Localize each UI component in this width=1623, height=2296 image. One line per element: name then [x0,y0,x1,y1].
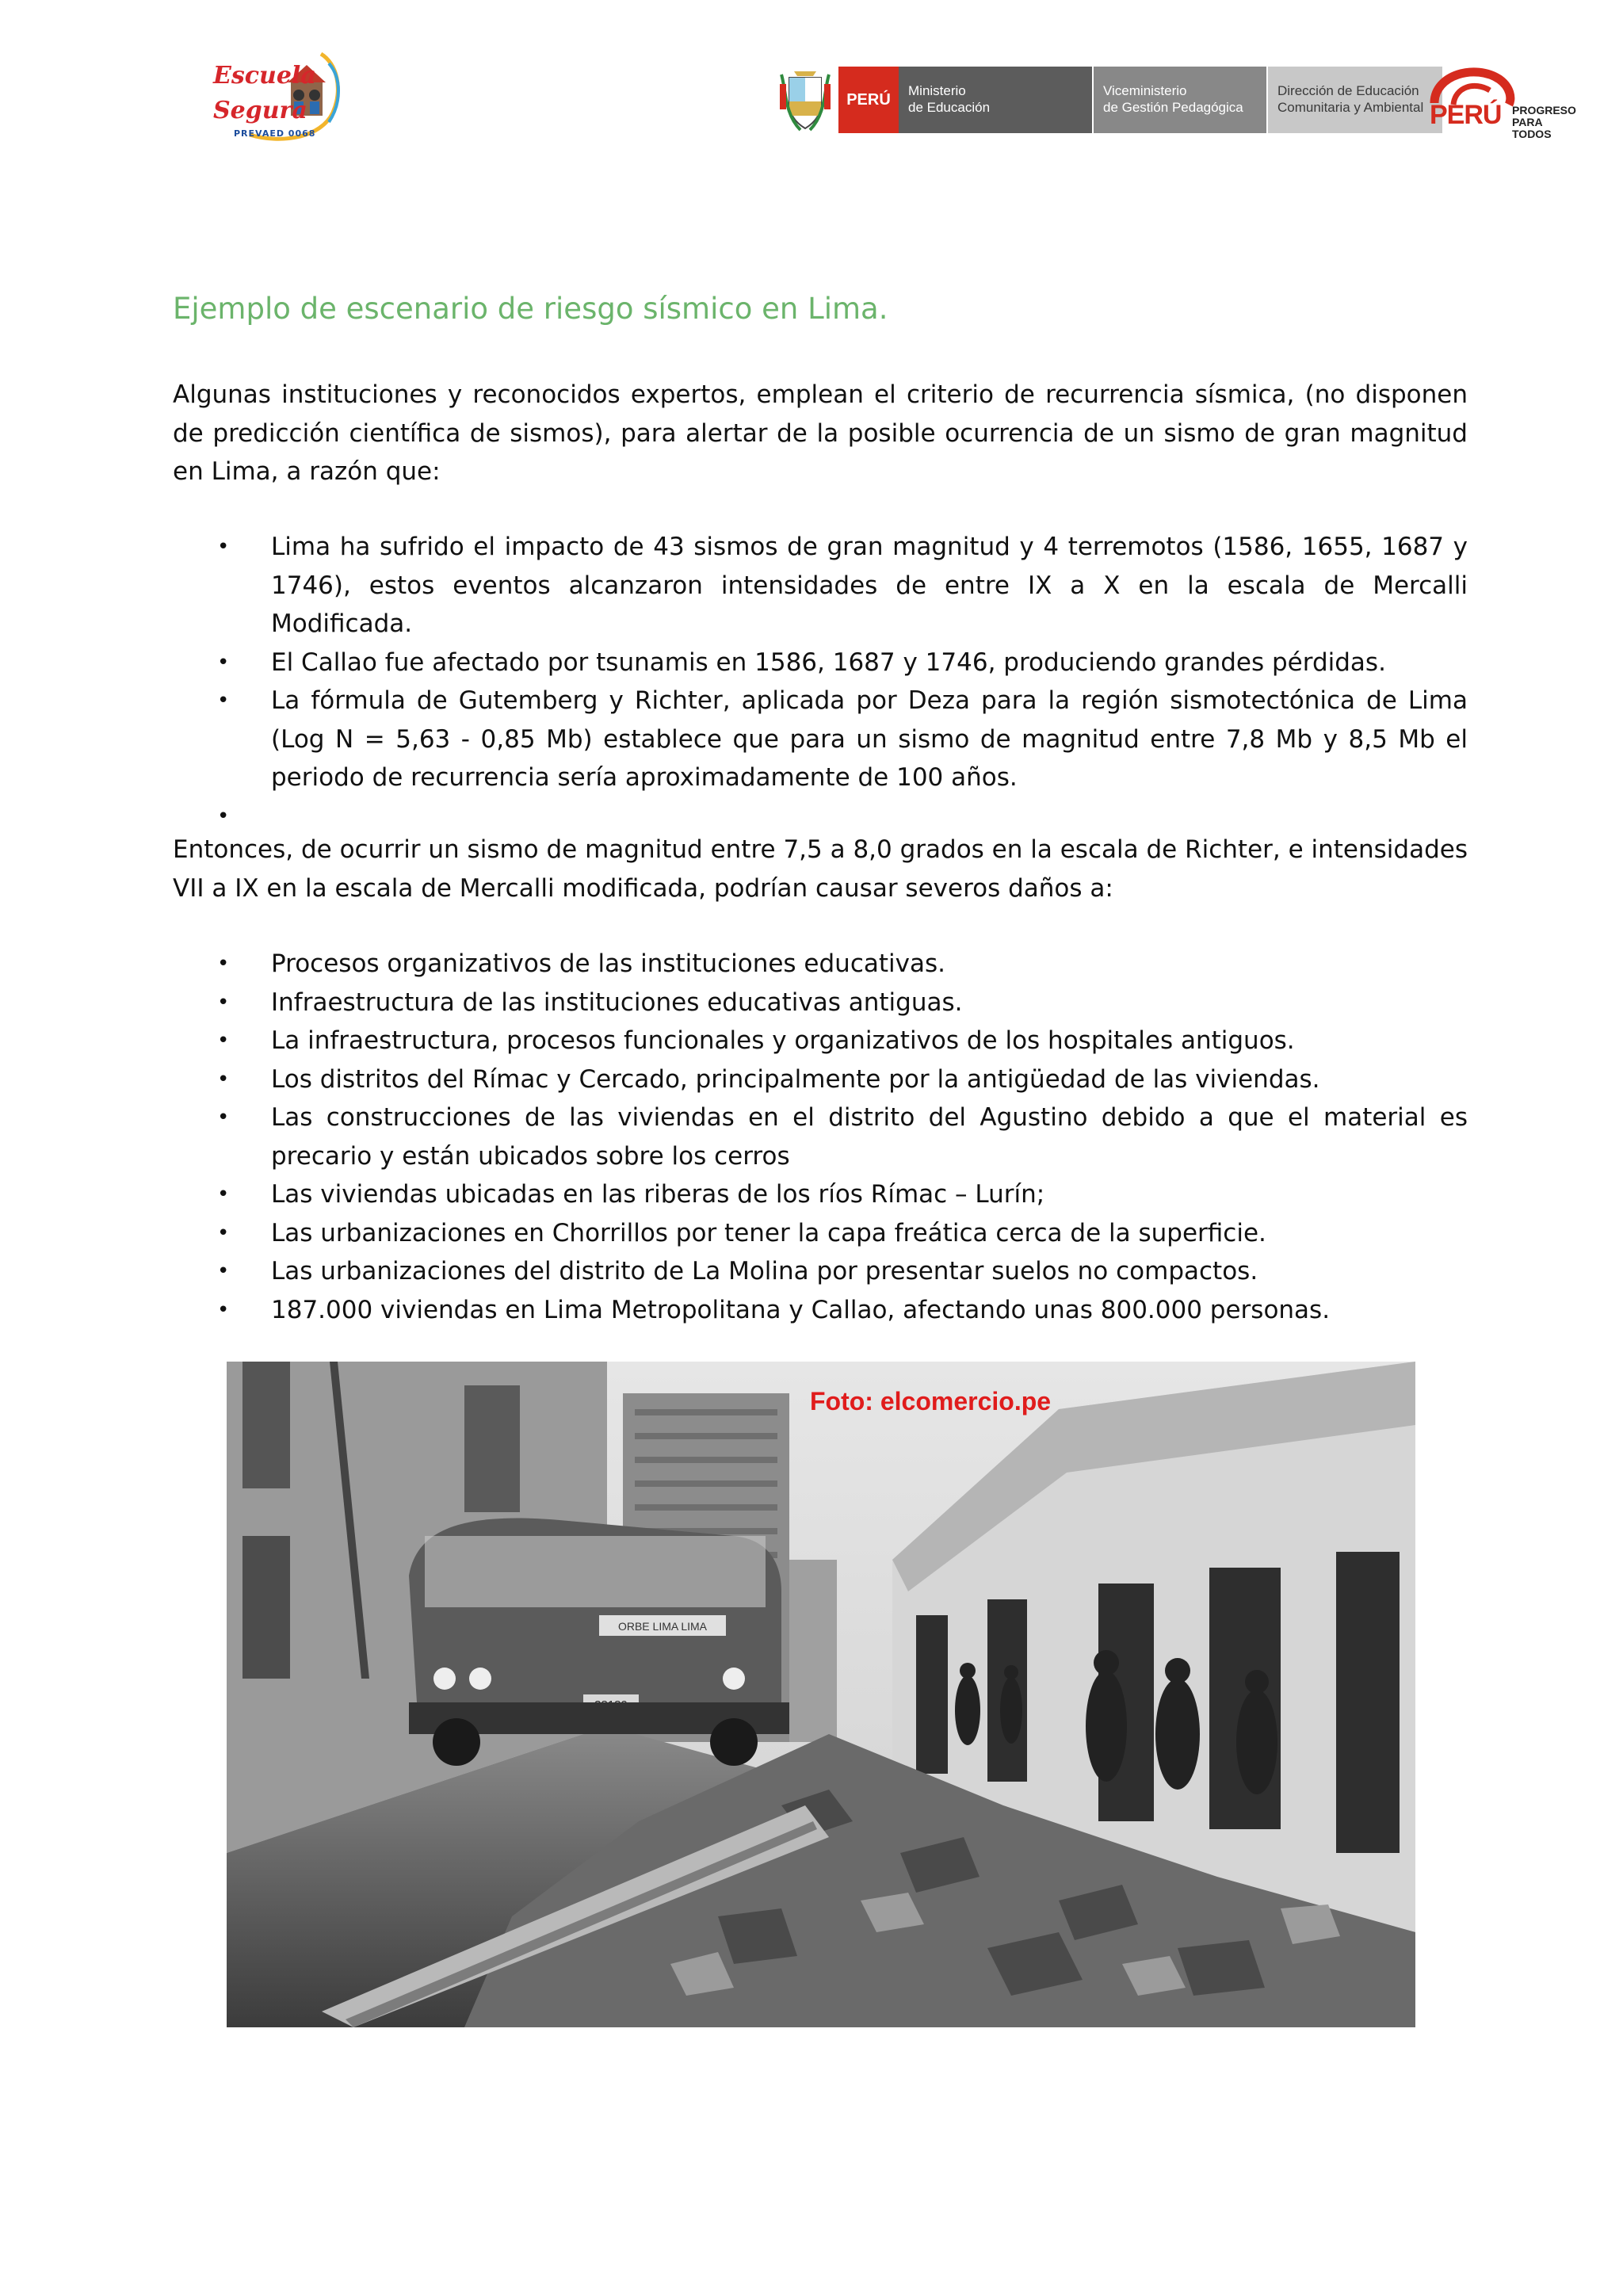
bullet-icon: • [217,990,230,1014]
escuela-logo-text-1: Escuela [213,62,316,90]
earthquake-damage-photo [227,1362,1415,2027]
bullet-icon: • [217,1029,230,1052]
bullet-icon: • [217,1297,230,1322]
escuela-logo-text-3: PREVAED 0068 [234,128,316,139]
peru-coat-of-arms-icon [777,67,834,133]
intro-paragraph: Algunas instituciones y reconocidos expertos, emplean el criterio de recurrencia sísmica, (no disponen de predicción científica de sismos), para alertar de la posible ocurrencia de un sismo de gran magnitud en Lima, a razón que: [173,380,1468,486]
bullet-icon: • [217,650,230,674]
minedu-ministerio-label: Ministerio de Educación [899,67,1092,133]
minedu-viceministerio-label: Viceministerio de Gestión Pedagógica [1094,67,1266,133]
list-item: • La infraestructura, procesos funcionales y organizativos de los hospitales antiguos. [173,1022,1468,1060]
list-item: • El Callao fue afectado por tsunamis en 1586, 1687 y 1746, produciendo grandes pérdidas. [173,644,1468,682]
damage-bullet-list [173,945,1468,1329]
bullet-icon: • [217,1182,230,1206]
peru-brand-tagline: PROGRESO PARA TODOS [1512,104,1576,140]
list-item: • Infraestructura de las instituciones educativas antiguas. [173,984,1468,1022]
list-item: • Los distritos del Rímac y Cercado, principalmente por la antigüedad de las viviendas. [173,1060,1468,1099]
list-item: • Las urbanizaciones en Chorrillos por tener la capa freática cerca de la superficie. [173,1214,1468,1253]
minedu-direccion-label: Dirección de Educación Comunitaria y Ambiental [1268,67,1442,133]
street-rubble-photo-illustration [227,1362,1415,2027]
peru-brand-word: PERÚ [1430,100,1502,130]
peru-progreso-logo [1426,63,1577,140]
list-item: • La fórmula de Gutemberg y Richter, aplicada por Deza para la región sismotectónica de Lima (Log N = 5,63 - 0,85 Mb) establece que para un sismo de magnitud entre 7,8 Mb y 8,5 Mb el periodo de recurrencia sería aproximadamente de 100 años. [173,682,1468,797]
bullet-icon: • [217,535,230,559]
bullet-icon: • [217,952,230,976]
history-bullet-list [173,528,1468,835]
list-item: • Lima ha sufrido el impacto de 43 sismos de gran magnitud y 4 terremotos (1586, 1655, 1687 y 1746), estos eventos alcanzaron intensidades de entre IX a X en la escala de Mercalli Modificada. [173,528,1468,644]
bullet-icon: • [217,804,230,828]
list-item: • 187.000 viviendas en Lima Metropolitana y Callao, afectando unas 800.000 personas. [173,1291,1468,1330]
list-item: • Las viviendas ubicadas en las riberas de los ríos Rímac – Lurín; [173,1175,1468,1214]
bullet-icon: • [217,689,230,712]
list-item-empty [173,797,1468,836]
escuela-segura-logo [202,40,353,151]
list-item: • Las construcciones de las viviendas en el distrito del Agustino debido a que el material es precario y están ubicados sobre los cerros [173,1098,1468,1175]
bullet-icon: • [217,1106,230,1129]
bus-sign-text: ORBE LIMA LIMA [617,1620,708,1633]
list-item: • Las urbanizaciones del distrito de La Molina por presentar suelos no compactos. [173,1252,1468,1291]
minedu-peru-label: PERÚ [838,67,899,133]
bullet-icon: • [217,1067,230,1091]
document-title: Ejemplo de escenario de riesgo sísmico en Lima. [173,292,888,326]
bullet-icon: • [217,1221,230,1245]
escuela-logo-text-2: Segura [213,97,307,124]
consequence-paragraph: Entonces, de ocurrir un sismo de magnitud entre 7,5 a 8,0 grados en la escala de Richter, e intensidades VII a IX en la escala de Mercalli modificada, podrían causar severos daños a: [173,835,1468,903]
minedu-header-bar [777,67,1442,133]
photo-credit: Foto: elcomercio.pe [810,1387,1052,1415]
list-item: • Procesos organizativos de las instituciones educativas. [173,945,1468,984]
bullet-icon: • [217,1259,230,1283]
bus-shape [409,1519,789,1766]
